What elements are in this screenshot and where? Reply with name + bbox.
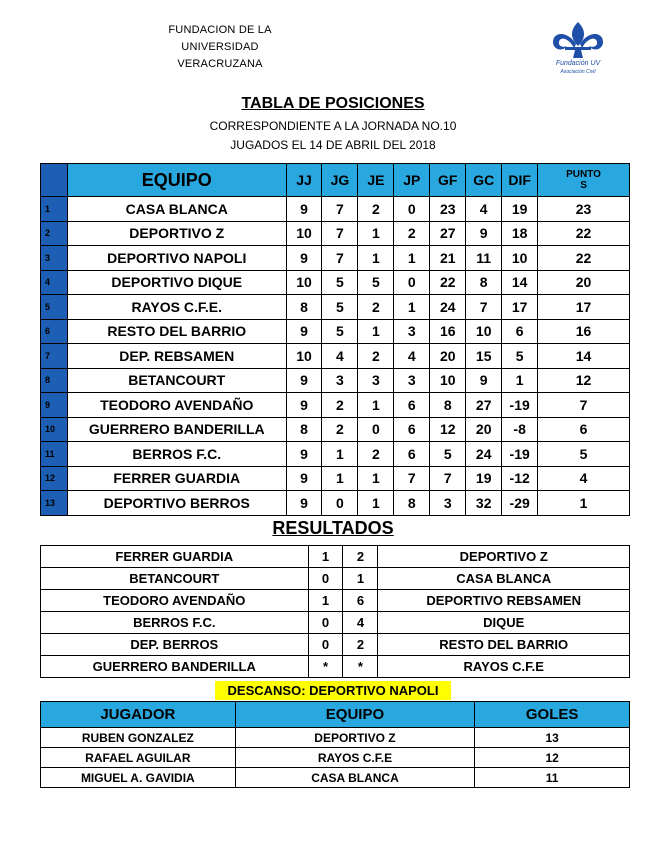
je-cell: 2 (358, 295, 394, 320)
standings-header-row (41, 164, 630, 197)
je-cell: 1 (358, 393, 394, 418)
table-row (41, 295, 630, 320)
org-line: UNIVERSIDAD (181, 41, 259, 53)
scorers-header-row (41, 702, 630, 728)
player-cell: RUBEN GONZALEZ (41, 728, 236, 748)
gf-cell: 12 (430, 417, 466, 442)
table-row (41, 270, 630, 295)
dif-cell: -19 (502, 442, 538, 467)
jj-cell: 9 (286, 466, 322, 491)
jp-cell: 7 (394, 466, 430, 491)
gc-cell: 8 (466, 270, 502, 295)
home-team-cell: TEODORO AVENDAÑO (41, 590, 309, 612)
position-cell: 9 (41, 393, 68, 418)
away-team-cell: DEPORTIVO REBSAMEN (378, 590, 630, 612)
table-row (41, 319, 630, 344)
dif-cell: 6 (502, 319, 538, 344)
goals-cell: 13 (475, 728, 630, 748)
jg-cell: 4 (322, 344, 358, 369)
table-row (41, 491, 630, 516)
gf-cell: 27 (430, 221, 466, 246)
jp-cell: 0 (394, 270, 430, 295)
team-cell: DEP. REBSAMEN (67, 344, 286, 369)
player-cell: MIGUEL A. GAVIDIA (41, 768, 236, 788)
points-cell: 12 (538, 368, 630, 393)
column-header: JJ (286, 164, 322, 197)
jp-cell: 6 (394, 442, 430, 467)
home-score-cell: 0 (308, 568, 343, 590)
table-row (41, 466, 630, 491)
results-table (40, 545, 630, 678)
gc-cell: 9 (466, 368, 502, 393)
position-header (41, 164, 68, 197)
points-header-line: S (580, 180, 587, 191)
result-row (41, 546, 630, 568)
points-cell: 22 (538, 246, 630, 271)
jg-cell: 3 (322, 368, 358, 393)
home-team-cell: DEP. BERROS (41, 634, 309, 656)
position-cell: 5 (41, 295, 68, 320)
page-subtitle-date: JUGADOS EL 14 DE ABRIL DEL 2018 (230, 138, 436, 152)
result-row (41, 634, 630, 656)
home-team-cell: BETANCOURT (41, 568, 309, 590)
home-team-cell: GUERRERO BANDERILLA (41, 656, 309, 678)
table-row (41, 442, 630, 467)
points-header-line: PUNTO (566, 169, 601, 180)
gc-cell: 15 (466, 344, 502, 369)
points-cell: 17 (538, 295, 630, 320)
points-cell: 23 (538, 197, 630, 222)
dif-cell: 17 (502, 295, 538, 320)
gf-cell: 21 (430, 246, 466, 271)
page-title: TABLA DE POSICIONES (241, 95, 425, 112)
scorer-row (41, 728, 630, 748)
je-cell: 3 (358, 368, 394, 393)
points-cell: 14 (538, 344, 630, 369)
gf-cell: 3 (430, 491, 466, 516)
jp-cell: 6 (394, 417, 430, 442)
home-team-cell: BERROS F.C. (41, 612, 309, 634)
table-row (41, 344, 630, 369)
team-cell: FERRER GUARDIA (67, 466, 286, 491)
points-cell: 16 (538, 319, 630, 344)
team-cell: CASA BLANCA (67, 197, 286, 222)
jp-cell: 8 (394, 491, 430, 516)
table-row (41, 246, 630, 271)
organization-name (150, 22, 290, 73)
jj-cell: 9 (286, 246, 322, 271)
jj-cell: 10 (286, 270, 322, 295)
jg-cell: 2 (322, 417, 358, 442)
position-cell: 1 (41, 197, 68, 222)
jg-cell: 7 (322, 246, 358, 271)
points-cell: 6 (538, 417, 630, 442)
gc-cell: 19 (466, 466, 502, 491)
column-header: EQUIPO (235, 702, 475, 728)
jg-cell: 1 (322, 466, 358, 491)
jp-cell: 3 (394, 319, 430, 344)
logo-text: Fundación UV (555, 60, 601, 67)
je-cell: 1 (358, 221, 394, 246)
position-cell: 3 (41, 246, 68, 271)
je-cell: 2 (358, 197, 394, 222)
team-cell: GUERRERO BANDERILLA (67, 417, 286, 442)
logo-subtext: Asociación Civil (560, 69, 596, 75)
team-cell: TEODORO AVENDAÑO (67, 393, 286, 418)
je-cell: 5 (358, 270, 394, 295)
jp-cell: 0 (394, 197, 430, 222)
gf-cell: 23 (430, 197, 466, 222)
away-score-cell: 2 (343, 546, 378, 568)
position-cell: 6 (41, 319, 68, 344)
jp-cell: 1 (394, 295, 430, 320)
jj-cell: 9 (286, 393, 322, 418)
jj-cell: 9 (286, 442, 322, 467)
jj-cell: 10 (286, 344, 322, 369)
team-cell: RAYOS C.F.E. (67, 295, 286, 320)
away-score-cell: * (343, 656, 378, 678)
team-cell: DEPORTIVO Z (67, 221, 286, 246)
je-cell: 0 (358, 417, 394, 442)
points-cell: 7 (538, 393, 630, 418)
je-cell: 1 (358, 491, 394, 516)
away-team-cell: RESTO DEL BARRIO (378, 634, 630, 656)
dif-cell: 18 (502, 221, 538, 246)
gf-cell: 10 (430, 368, 466, 393)
jp-cell: 6 (394, 393, 430, 418)
jp-cell: 2 (394, 221, 430, 246)
jg-cell: 2 (322, 393, 358, 418)
fundacion-uv-logo (545, 18, 611, 76)
home-score-cell: 0 (308, 634, 343, 656)
player-cell: RAFAEL AGUILAR (41, 748, 236, 768)
jg-cell: 7 (322, 221, 358, 246)
jp-cell: 3 (394, 368, 430, 393)
je-cell: 1 (358, 246, 394, 271)
jj-cell: 10 (286, 221, 322, 246)
away-team-cell: CASA BLANCA (378, 568, 630, 590)
home-score-cell: 1 (308, 546, 343, 568)
result-row (41, 568, 630, 590)
standings-table (40, 163, 630, 516)
gf-cell: 5 (430, 442, 466, 467)
away-score-cell: 6 (343, 590, 378, 612)
points-cell: 1 (538, 491, 630, 516)
gc-cell: 11 (466, 246, 502, 271)
gc-cell: 32 (466, 491, 502, 516)
gc-cell: 24 (466, 442, 502, 467)
gc-cell: 4 (466, 197, 502, 222)
rest-team-banner: DESCANSO: DEPORTIVO NAPOLI (215, 681, 451, 700)
table-row (41, 417, 630, 442)
org-line: FUNDACION DE LA (168, 24, 272, 36)
position-cell: 7 (41, 344, 68, 369)
points-cell: 5 (538, 442, 630, 467)
dif-cell: -19 (502, 393, 538, 418)
away-team-cell: DEPORTIVO Z (378, 546, 630, 568)
dif-cell: 10 (502, 246, 538, 271)
table-row (41, 221, 630, 246)
column-header: JUGADOR (41, 702, 236, 728)
jj-cell: 9 (286, 491, 322, 516)
column-header: GF (430, 164, 466, 197)
points-cell: 4 (538, 466, 630, 491)
home-score-cell: * (308, 656, 343, 678)
dif-cell: 5 (502, 344, 538, 369)
column-header: EQUIPO (67, 164, 286, 197)
team-cell: DEPORTIVO Z (235, 728, 475, 748)
away-score-cell: 2 (343, 634, 378, 656)
je-cell: 1 (358, 466, 394, 491)
away-score-cell: 4 (343, 612, 378, 634)
jg-cell: 5 (322, 270, 358, 295)
je-cell: 1 (358, 319, 394, 344)
goals-cell: 12 (475, 748, 630, 768)
jj-cell: 9 (286, 197, 322, 222)
page-subtitle: CORRESPONDIENTE A LA JORNADA NO.10 (209, 119, 457, 133)
org-line: VERACRUZANA (177, 58, 263, 70)
dif-cell: -8 (502, 417, 538, 442)
gf-cell: 24 (430, 295, 466, 320)
gc-cell: 9 (466, 221, 502, 246)
je-cell: 2 (358, 442, 394, 467)
position-cell: 2 (41, 221, 68, 246)
dif-cell: -12 (502, 466, 538, 491)
table-row (41, 393, 630, 418)
results-title: RESULTADOS (272, 518, 394, 538)
gc-cell: 27 (466, 393, 502, 418)
team-cell: BETANCOURT (67, 368, 286, 393)
gf-cell: 22 (430, 270, 466, 295)
gc-cell: 7 (466, 295, 502, 320)
jj-cell: 8 (286, 417, 322, 442)
points-cell: 22 (538, 221, 630, 246)
jj-cell: 8 (286, 295, 322, 320)
home-score-cell: 1 (308, 590, 343, 612)
table-row (41, 197, 630, 222)
position-cell: 8 (41, 368, 68, 393)
jg-cell: 0 (322, 491, 358, 516)
result-row (41, 656, 630, 678)
table-row (41, 368, 630, 393)
goals-cell: 11 (475, 768, 630, 788)
jg-cell: 7 (322, 197, 358, 222)
column-header: JE (358, 164, 394, 197)
top-scorers-table (40, 701, 630, 788)
team-cell: RAYOS C.F.E (235, 748, 475, 768)
dif-cell: 19 (502, 197, 538, 222)
gc-cell: 20 (466, 417, 502, 442)
team-cell: BERROS F.C. (67, 442, 286, 467)
scorer-row (41, 768, 630, 788)
column-header: GC (466, 164, 502, 197)
away-score-cell: 1 (343, 568, 378, 590)
team-cell: CASA BLANCA (235, 768, 475, 788)
scorer-row (41, 748, 630, 768)
position-cell: 12 (41, 466, 68, 491)
jg-cell: 5 (322, 295, 358, 320)
jj-cell: 9 (286, 319, 322, 344)
column-header: JG (322, 164, 358, 197)
jp-cell: 4 (394, 344, 430, 369)
team-cell: RESTO DEL BARRIO (67, 319, 286, 344)
column-header-points (538, 164, 630, 197)
result-row (41, 590, 630, 612)
column-header: JP (394, 164, 430, 197)
position-cell: 13 (41, 491, 68, 516)
jj-cell: 9 (286, 368, 322, 393)
fleur-de-lis-icon (545, 18, 611, 62)
position-cell: 4 (41, 270, 68, 295)
away-team-cell: DIQUE (378, 612, 630, 634)
jp-cell: 1 (394, 246, 430, 271)
points-cell: 20 (538, 270, 630, 295)
team-cell: DEPORTIVO NAPOLI (67, 246, 286, 271)
gc-cell: 10 (466, 319, 502, 344)
away-team-cell: RAYOS C.F.E (378, 656, 630, 678)
dif-cell: 14 (502, 270, 538, 295)
position-cell: 11 (41, 442, 68, 467)
gf-cell: 20 (430, 344, 466, 369)
dif-cell: 1 (502, 368, 538, 393)
jg-cell: 5 (322, 319, 358, 344)
home-score-cell: 0 (308, 612, 343, 634)
position-cell: 10 (41, 417, 68, 442)
team-cell: DEPORTIVO BERROS (67, 491, 286, 516)
dif-cell: -29 (502, 491, 538, 516)
column-header: GOLES (475, 702, 630, 728)
result-row (41, 612, 630, 634)
gf-cell: 8 (430, 393, 466, 418)
jg-cell: 1 (322, 442, 358, 467)
home-team-cell: FERRER GUARDIA (41, 546, 309, 568)
gf-cell: 7 (430, 466, 466, 491)
je-cell: 2 (358, 344, 394, 369)
column-header: DIF (502, 164, 538, 197)
team-cell: DEPORTIVO DIQUE (67, 270, 286, 295)
gf-cell: 16 (430, 319, 466, 344)
